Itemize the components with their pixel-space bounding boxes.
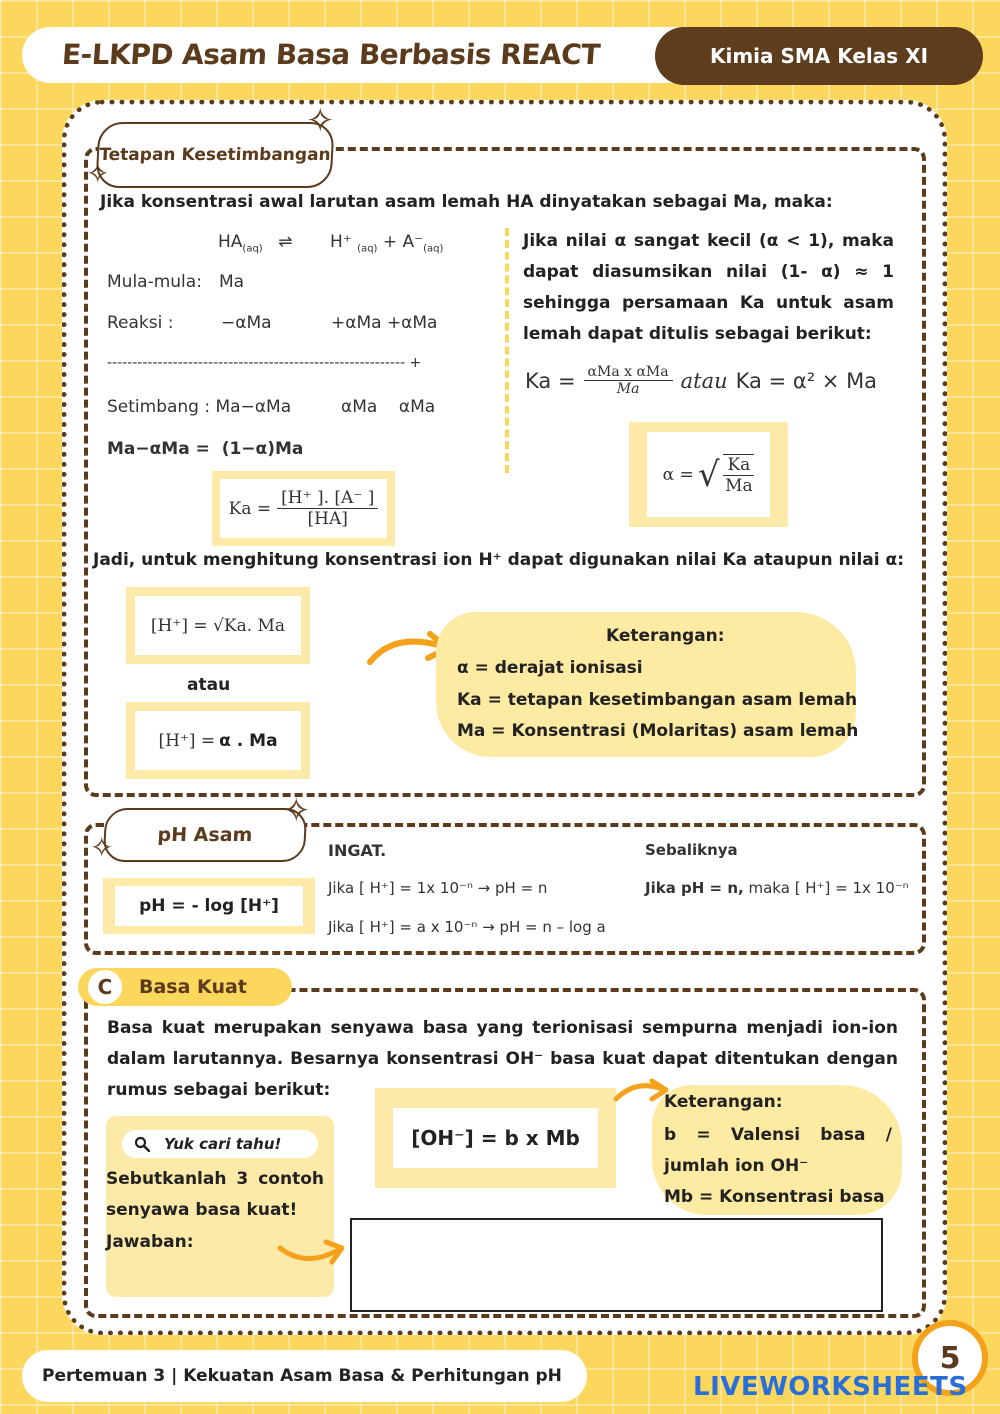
label-setimbang: Setimbang : Ma−αMa <box>107 397 292 417</box>
ka-formula-frame <box>212 471 395 546</box>
section-badge-c: C <box>88 970 122 1004</box>
subject-badge: Kimia SMA Kelas XI <box>655 27 983 85</box>
keterangan-basa-title: Keterangan: <box>664 1092 783 1112</box>
search-icon <box>134 1136 150 1152</box>
h-formula-1-frame <box>126 587 310 664</box>
basa-paragraph: Basa kuat merupakan senyawa basa yang terionisasi sempurna menjadi ion-ion dalam larutannya. Besarnya konsentrasi OH⁻ basa kuat dapat ditentukan dengan rumus sebagai berikut: <box>107 1018 898 1100</box>
jadi-text: Jadi, untuk menghitung konsentrasi ion H⁺ dapat digunakan nilai Ka ataupun nilai α: <box>93 550 904 570</box>
ph-rule-1: Jika [ H⁺] = 1x 10⁻ⁿ → pH = n <box>328 879 548 897</box>
keterangan-title: Keterangan: <box>606 626 725 646</box>
reaction-products: H⁺ $_{(aq)} + A^-_{(aq)}$ <box>330 232 444 255</box>
keterangan-line: α = derajat ionisasi <box>457 658 643 678</box>
column-divider <box>505 228 509 473</box>
setimbang-values: αMa αMa <box>341 397 436 417</box>
intro-text: Jika konsentrasi awal larutan asam lemah HA dinyatakan sebagai Ma, maka: <box>100 192 833 212</box>
ph-rule-3: Jika pH = n, maka [ H⁺] = 1x 10⁻ⁿ <box>645 879 909 897</box>
section-title-basa: Basa Kuat <box>139 976 247 998</box>
sparkle-icon: ✧ <box>86 157 110 190</box>
ph-rule-2: Jika [ H⁺] = a x 10⁻ⁿ → pH = n – log a <box>328 918 606 936</box>
ka-approx-formula: Ka = $\frac{\text{αMa x αMa}}{Ma}$ atau Ka = α² × Ma <box>525 364 878 397</box>
answer-input[interactable] <box>350 1218 883 1312</box>
sparkle-icon: ✧ <box>90 831 114 864</box>
relation-text: Ma−αMa = (1−α)Ma <box>107 439 304 459</box>
question-text: Sebutkanlah 3 contoh senyawa basa kuat! <box>106 1169 324 1220</box>
sparkle-icon: ✧ <box>306 101 335 141</box>
alpha-formula: α = √ $\frac{Ka}{Ma}$ <box>647 432 770 517</box>
arrow-icon <box>276 1230 352 1266</box>
ph-formula-frame <box>103 878 315 934</box>
h-formula-1: [H⁺] = √Ka. Ma <box>135 596 301 655</box>
footer-meeting: Pertemuan 3 | Kekuatan Asam Basa & Perhitungan pH <box>22 1350 587 1402</box>
reaction-divider: ----------------------------------------------------------- + <box>107 355 422 371</box>
jawaban-label: Jawaban: <box>106 1232 194 1252</box>
alpha-formula-frame <box>629 422 788 527</box>
page-title: E-LKPD Asam Basa Berbasis REACT <box>60 38 601 71</box>
page-number: 5 <box>912 1320 988 1396</box>
ph-formula: pH = - log [H⁺] <box>115 886 303 926</box>
sebaliknya-label: Sebaliknya <box>645 841 738 859</box>
label-reaksi: Reaksi : <box>107 313 174 333</box>
assumption-text: Jika nilai α sangat kecil (α < 1), maka dapat diasumsikan nilai (1- α) ≈ 1 sehingga persamaan Ka untuk asam lemah dapat ditulis sebagai berikut: <box>523 231 894 344</box>
keterangan-line: Ka = tetapan kesetimbangan asam lemah <box>457 690 858 710</box>
sqrt-symbol: √ <box>697 454 720 495</box>
search-pill <box>122 1130 318 1158</box>
reaction-ha: $HA_{(aq)}$ ⇌ <box>218 232 293 255</box>
h-formula-2: [H⁺] = α . Ma <box>135 711 301 770</box>
search-label: Yuk cari tahu! <box>164 1135 282 1153</box>
h-formula-2-frame <box>126 702 310 779</box>
oh-formula-frame <box>375 1088 616 1188</box>
section-tag-tetapan: Tetapan Kesetimbangan <box>95 122 334 188</box>
section-tag-ph: pH Asam <box>103 808 308 862</box>
oh-formula: [OH⁻] = b x Mb <box>393 1108 598 1168</box>
reaksi-value-1: −αMa <box>221 313 272 333</box>
ingat-label: INGAT. <box>328 841 387 860</box>
ka-formula: Ka = $\frac{[H^+ ]. [A^- ]}{[HA]}$ <box>220 479 387 538</box>
liveworksheets-logo: LIVEWORKSHEETS <box>693 1372 968 1402</box>
sparkle-icon: ✧ <box>282 791 311 831</box>
atau-text: atau <box>187 675 231 695</box>
label-mula: Mula-mula: <box>107 272 202 292</box>
keterangan-line: Ma = Konsentrasi (Molaritas) asam lemah <box>457 721 859 741</box>
keterangan-basa-b: b = Valensi basa / jumlah ion OH⁻ <box>664 1125 892 1176</box>
mula-value: Ma <box>219 272 245 292</box>
reaksi-value-2: +αMa +αMa <box>331 313 438 333</box>
keterangan-basa-mb: Mb = Konsentrasi basa <box>664 1187 885 1207</box>
